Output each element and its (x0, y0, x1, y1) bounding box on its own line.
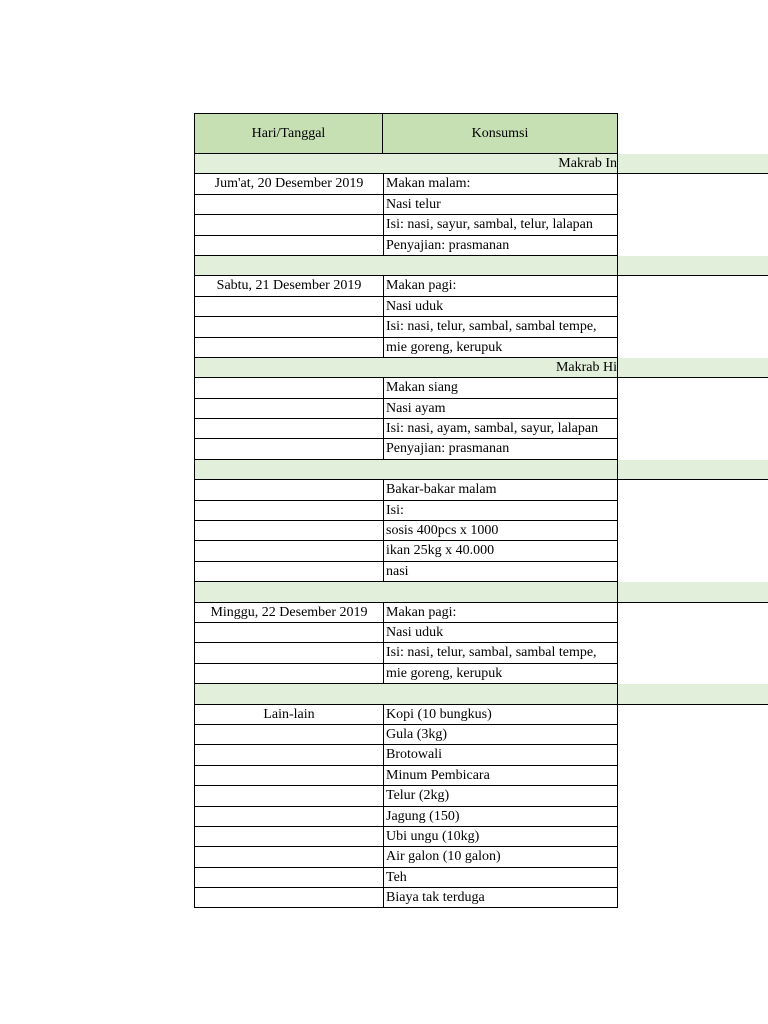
cell-hari-tanggal (194, 399, 383, 419)
cell-konsumsi: Nasi uduk (383, 623, 618, 643)
cell-hari-tanggal (194, 215, 383, 235)
cell-hari-tanggal (194, 562, 383, 582)
table-header (194, 113, 768, 154)
table-row (194, 297, 768, 317)
table-row (194, 338, 768, 358)
cell-hari-tanggal (194, 745, 383, 765)
cell-hari-tanggal (194, 521, 383, 541)
cell-hari-tanggal (194, 623, 383, 643)
cell-konsumsi: Isi: nasi, sayur, sambal, telur, lalapan (383, 215, 618, 235)
table-row (194, 378, 768, 398)
cell-hari-tanggal: Sabtu, 21 Desember 2019 (194, 276, 383, 296)
section-band (194, 256, 768, 276)
table-row (194, 480, 768, 500)
cell-konsumsi: Teh (383, 868, 618, 888)
cell-konsumsi: mie goreng, kerupuk (383, 664, 618, 684)
cell-konsumsi: Nasi uduk (383, 297, 618, 317)
cell-konsumsi: mie goreng, kerupuk (383, 338, 618, 358)
table-row (194, 521, 768, 541)
section-band (194, 582, 768, 602)
table-body (194, 154, 768, 908)
cell-konsumsi: Isi: nasi, telur, sambal, sambal tempe, (383, 643, 618, 663)
section-band-cell (195, 358, 618, 377)
cell-hari-tanggal (194, 786, 383, 806)
cell-hari-tanggal (194, 827, 383, 847)
cell-konsumsi: Makan pagi: (383, 276, 618, 296)
table-row (194, 705, 768, 725)
cell-konsumsi: Minum Pembicara (383, 766, 618, 786)
cell-konsumsi: nasi (383, 562, 618, 582)
cell-konsumsi: Jagung (150) (383, 807, 618, 827)
cell-hari-tanggal (194, 419, 383, 439)
cell-konsumsi: Penyajian: prasmanan (383, 236, 618, 256)
table-row (194, 623, 768, 643)
cell-konsumsi: Penyajian: prasmanan (383, 439, 618, 459)
cell-konsumsi: Makan siang (383, 378, 618, 398)
cell-konsumsi: Biaya tak terduga (383, 888, 618, 908)
table-row (194, 888, 768, 908)
cell-hari-tanggal (194, 501, 383, 521)
section-band (194, 460, 768, 480)
section-band-label: Makrab Hi (555, 359, 617, 375)
table-row (194, 501, 768, 521)
cell-konsumsi: Isi: nasi, telur, sambal, sambal tempe, (383, 317, 618, 337)
cell-hari-tanggal (194, 297, 383, 317)
cell-konsumsi: Makan malam: (383, 174, 618, 194)
section-band (194, 154, 768, 174)
cell-konsumsi: ikan 25kg x 40.000 (383, 541, 618, 561)
section-band (194, 358, 768, 378)
cell-hari-tanggal (194, 195, 383, 215)
cell-hari-tanggal (194, 643, 383, 663)
table-row (194, 868, 768, 888)
table-row (194, 419, 768, 439)
cell-hari-tanggal (194, 236, 383, 256)
table-row (194, 439, 768, 459)
cell-konsumsi: Isi: (383, 501, 618, 521)
table-row (194, 725, 768, 745)
cell-konsumsi: Nasi telur (383, 195, 618, 215)
header-konsumsi: Konsumsi (383, 113, 618, 154)
section-band-cell (195, 154, 618, 173)
cell-hari-tanggal (194, 725, 383, 745)
cell-hari-tanggal: Minggu, 22 Desember 2019 (194, 603, 383, 623)
table-row (194, 174, 768, 194)
cell-hari-tanggal: Jum'at, 20 Desember 2019 (194, 174, 383, 194)
table-row (194, 664, 768, 684)
table-row (194, 236, 768, 256)
cell-konsumsi: Nasi ayam (383, 399, 618, 419)
table-row (194, 562, 768, 582)
cell-konsumsi: Kopi (10 bungkus) (383, 705, 618, 725)
table-row (194, 317, 768, 337)
table-row (194, 847, 768, 867)
cell-hari-tanggal (194, 480, 383, 500)
table-row (194, 195, 768, 215)
cell-konsumsi: Air galon (10 galon) (383, 847, 618, 867)
header-hari-tanggal: Hari/Tanggal (194, 113, 383, 154)
cell-hari-tanggal (194, 868, 383, 888)
table-row (194, 745, 768, 765)
cell-hari-tanggal (194, 439, 383, 459)
cell-konsumsi: Telur (2kg) (383, 786, 618, 806)
table-row (194, 276, 768, 296)
section-band-label: Makrab In (558, 156, 617, 171)
cell-hari-tanggal (194, 847, 383, 867)
table-row (194, 827, 768, 847)
table-row (194, 603, 768, 623)
table-row (194, 643, 768, 663)
table-row (194, 807, 768, 827)
consumption-table (194, 113, 768, 908)
cell-hari-tanggal (194, 888, 383, 908)
section-band-cell (195, 684, 618, 703)
cell-konsumsi: Ubi ungu (10kg) (383, 827, 618, 847)
cell-konsumsi: Gula (3kg) (383, 725, 618, 745)
cell-hari-tanggal (194, 317, 383, 337)
cell-hari-tanggal (194, 766, 383, 786)
table-row (194, 399, 768, 419)
cell-hari-tanggal: Lain-lain (194, 705, 383, 725)
cell-konsumsi: Bakar-bakar malam (383, 480, 618, 500)
table-row (194, 541, 768, 561)
table-row (194, 786, 768, 806)
cell-hari-tanggal (194, 807, 383, 827)
cell-konsumsi: Makan pagi: (383, 603, 618, 623)
cell-hari-tanggal (194, 338, 383, 358)
cell-hari-tanggal (194, 664, 383, 684)
section-band-cell (195, 256, 618, 275)
cell-konsumsi: Brotowali (383, 745, 618, 765)
section-band (194, 684, 768, 704)
section-band-cell (195, 582, 618, 601)
table-row (194, 766, 768, 786)
cell-konsumsi: Isi: nasi, ayam, sambal, sayur, lalapan (383, 419, 618, 439)
cell-konsumsi: sosis 400pcs x 1000 (383, 521, 618, 541)
table-row (194, 215, 768, 235)
section-band-cell (195, 460, 618, 479)
cell-hari-tanggal (194, 378, 383, 398)
cell-hari-tanggal (194, 541, 383, 561)
